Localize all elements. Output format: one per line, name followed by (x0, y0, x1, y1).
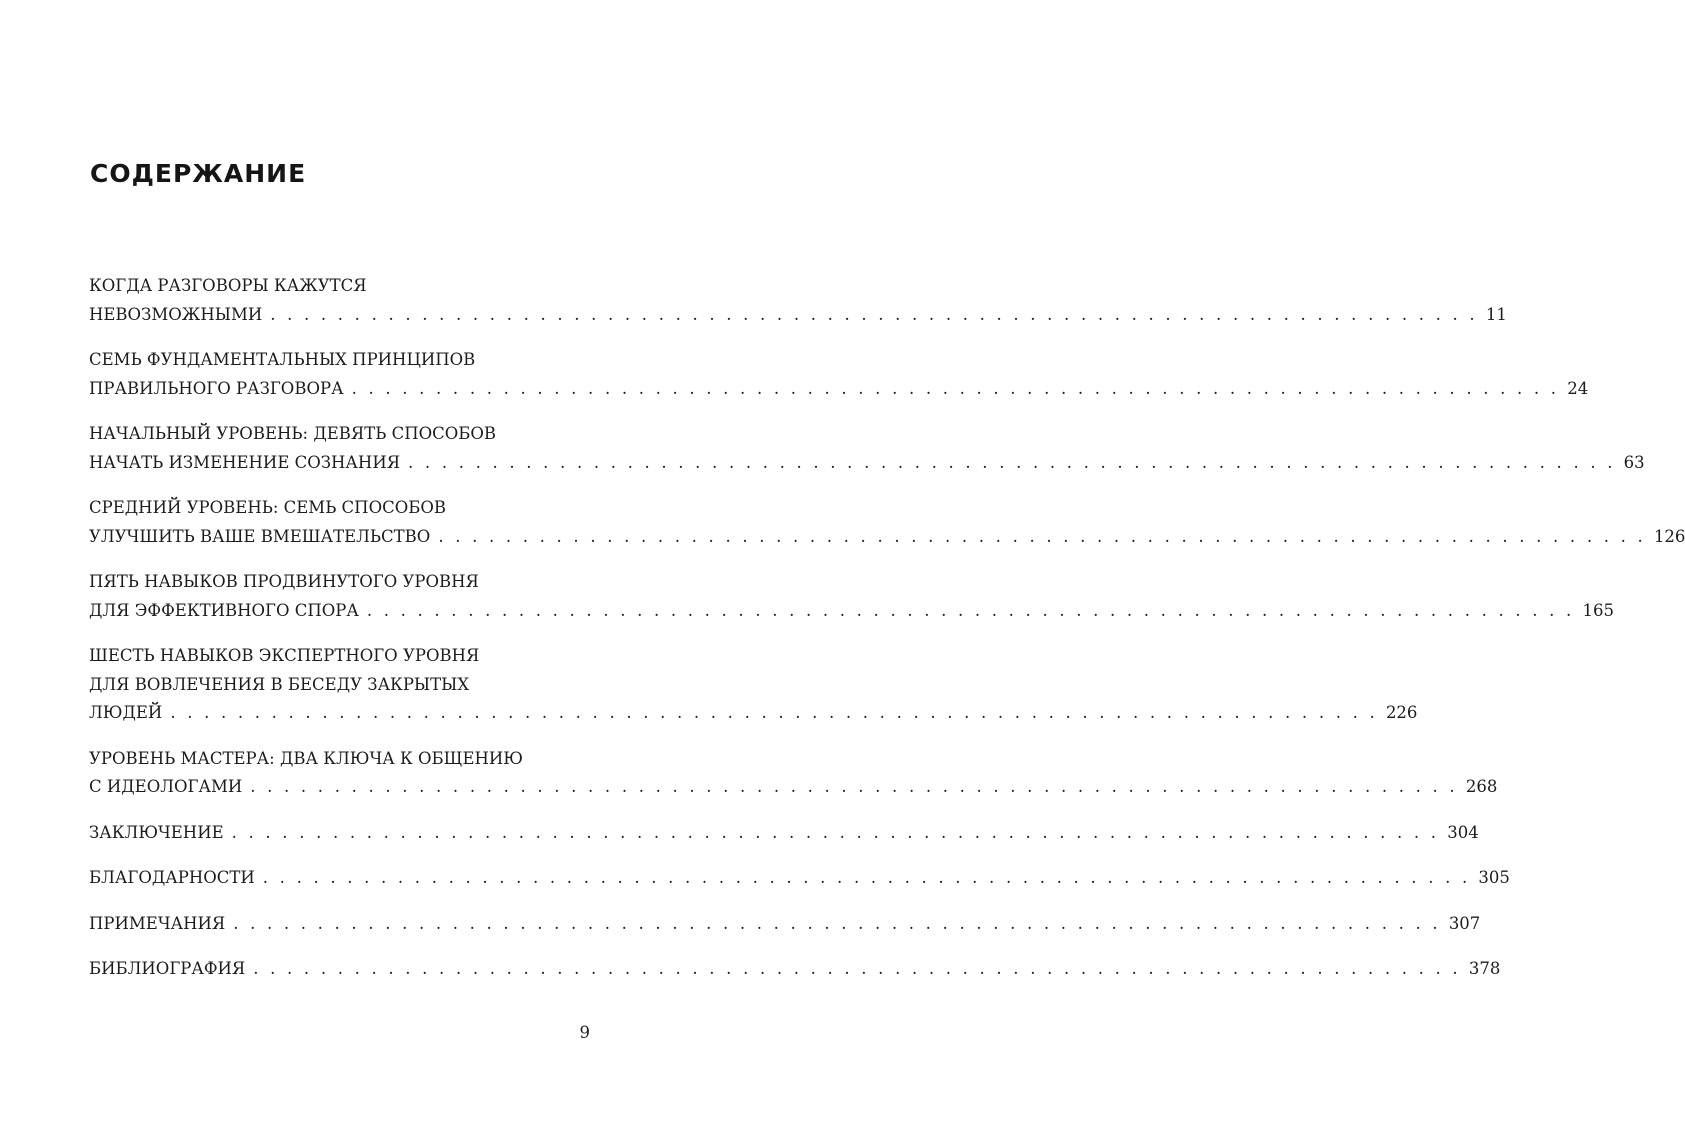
toc-page-number: 63 (1623, 452, 1645, 472)
toc-page-number: 126 (1653, 526, 1685, 546)
toc-page-number: 378 (1468, 959, 1501, 978)
toc-entry-title-line: УЛУЧШИТЬ ВАШЕ ВМЕШАТЕЛЬСТВО (89, 526, 431, 546)
toc-entry[interactable] (89, 864, 1510, 893)
dot-leader: . . . . . . . . . . . . . . . . . . . . . . . . . . . . . . . . . . . . . . . . . . . . . . . . . . . . . . . . . . . . . . . . . . . . . . . . (262, 868, 1471, 887)
toc-entry-title-line: БЛАГОДАРНОСТИ (89, 868, 255, 887)
toc-page-number: 165 (1582, 600, 1614, 620)
toc-entry-title-line: УРОВЕНЬ МАСТЕРА: ДВА КЛЮЧА К ОБЩЕНИЮ (89, 748, 523, 768)
dot-leader: . . . . . . . . . . . . . . . . . . . . . . . . . . . . . . . . . . . . . . . . . . . . . . . . . . . . . . . . . . . . . . . . . . . . . . . . (351, 378, 1560, 398)
toc-page-number: 11 (1485, 304, 1507, 324)
toc-entry-last-line (89, 819, 1479, 848)
toc-page-number: 24 (1567, 378, 1589, 398)
toc-entry-title-line: НАЧАЛЬНЫЙ УРОВЕНЬ: ДЕВЯТЬ СПОСОБОВ (89, 424, 497, 443)
toc-entry-last-line (89, 597, 1614, 626)
dot-leader: . . . . . . . . . . . . . . . . . . . . . . . . . . . . . . . . . . . . . . . . . . . . . . . . . . . . . . . . . . . . . . . . . . . . . . . . (233, 913, 1441, 933)
table-of-contents (89, 272, 1685, 1001)
toc-entry-last-line (89, 375, 1589, 404)
toc-entry-title-line: ПРИМЕЧАНИЯ (89, 913, 226, 933)
dot-leader: . . . . . . . . . . . . . . . . . . . . . . . . . . . . . . . . . . . . . . . . . . . . . . . . . . . . . . . . . . . . . . . . . . . . . . . . (170, 703, 1378, 722)
toc-entry-title-line: ЗАКЛЮЧЕНИЕ (89, 822, 224, 842)
toc-entry[interactable] (89, 642, 1418, 728)
toc-entry-title-line: СЕМЬ ФУНДАМЕНТАЛЬНЫХ ПРИНЦИПОВ (89, 350, 476, 369)
toc-entry[interactable] (89, 420, 1645, 477)
toc-entry-last-line (89, 699, 1418, 728)
toc-entry[interactable] (89, 494, 1685, 551)
toc-entry-title-line: НЕВОЗМОЖНЫМИ (89, 304, 263, 324)
toc-entry[interactable] (89, 955, 1501, 984)
page-number: 9 (579, 1023, 590, 1042)
toc-entry-title-line: ШЕСТЬ НАВЫКОВ ЭКСПЕРТНОГО УРОВНЯ (89, 646, 480, 665)
toc-entry-last-line (89, 773, 1498, 802)
toc-page-number: 226 (1385, 703, 1418, 722)
dot-leader: . . . . . . . . . . . . . . . . . . . . . . . . . . . . . . . . . . . . . . . . . . . . . . . . . . . . . . . . . . . . . . . . . . . . . . . . (408, 452, 1616, 472)
toc-entry[interactable] (89, 346, 1589, 403)
toc-entry-title-line: КОГДА РАЗГОВОРЫ КАЖУТСЯ (89, 276, 367, 295)
toc-entry-last-line (89, 955, 1501, 984)
toc-entry-last-line (89, 910, 1481, 939)
dot-leader: . . . . . . . . . . . . . . . . . . . . . . . . . . . . . . . . . . . . . . . . . . . . . . . . . . . . . . . . . . . . . . . . . . . . . . . . (253, 959, 1461, 978)
toc-entry-last-line (89, 864, 1510, 893)
toc-page-number: 304 (1447, 822, 1479, 842)
toc-entry-title-line: ПРАВИЛЬНОГО РАЗГОВОРА (89, 378, 344, 398)
toc-entry[interactable] (89, 745, 1498, 802)
toc-entry[interactable] (89, 910, 1481, 939)
dot-leader: . . . . . . . . . . . . . . . . . . . . . . . . . . . . . . . . . . . . . . . . . . . . . . . . . . . . . . . . . . . . . . . . . . . . . . . . (231, 822, 1440, 842)
dot-leader: . . . . . . . . . . . . . . . . . . . . . . . . . . . . . . . . . . . . . . . . . . . . . . . . . . . . . . . . . . . . . . . . . . . . . . . . (438, 526, 1646, 546)
toc-entry-title-line: СРЕДНИЙ УРОВЕНЬ: СЕМЬ СПОСОБОВ (89, 498, 447, 517)
page-title: СОДЕРЖАНИЕ (90, 159, 307, 188)
toc-entry[interactable] (89, 272, 1507, 329)
toc-entry-title-line: ДЛЯ ЭФФЕКТИВНОГО СПОРА (89, 600, 359, 620)
toc-entry-title-line: ДЛЯ ВОВЛЕЧЕНИЯ В БЕСЕДУ ЗАКРЫТЫХ (89, 674, 470, 694)
dot-leader: . . . . . . . . . . . . . . . . . . . . . . . . . . . . . . . . . . . . . . . . . . . . . . . . . . . . . . . . . . . . . . . . . . . . . . . . (270, 304, 1478, 324)
toc-entry-title-line: ЛЮДЕЙ (89, 703, 163, 722)
toc-entry[interactable] (89, 819, 1479, 848)
toc-page-number: 268 (1465, 777, 1498, 796)
toc-entry-title-line: ПЯТЬ НАВЫКОВ ПРОДВИНУТОГО УРОВНЯ (89, 572, 479, 591)
toc-entry-title-line: НАЧАТЬ ИЗМЕНЕНИЕ СОЗНАНИЯ (89, 452, 401, 472)
toc-entry-title-line: БИБЛИОГРАФИЯ (89, 959, 246, 978)
toc-entry-title-line: С ИДЕОЛОГАМИ (89, 777, 243, 796)
toc-entry-last-line (89, 301, 1507, 330)
dot-leader: . . . . . . . . . . . . . . . . . . . . . . . . . . . . . . . . . . . . . . . . . . . . . . . . . . . . . . . . . . . . . . . . . . . . . . . . (366, 600, 1575, 620)
dot-leader: . . . . . . . . . . . . . . . . . . . . . . . . . . . . . . . . . . . . . . . . . . . . . . . . . . . . . . . . . . . . . . . . . . . . . . . . (250, 777, 1458, 796)
toc-page-number: 305 (1478, 868, 1510, 887)
toc-entry[interactable] (89, 568, 1614, 625)
toc-entry-last-line (89, 449, 1645, 478)
toc-page-number: 307 (1448, 913, 1481, 933)
toc-entry-last-line (89, 523, 1685, 552)
